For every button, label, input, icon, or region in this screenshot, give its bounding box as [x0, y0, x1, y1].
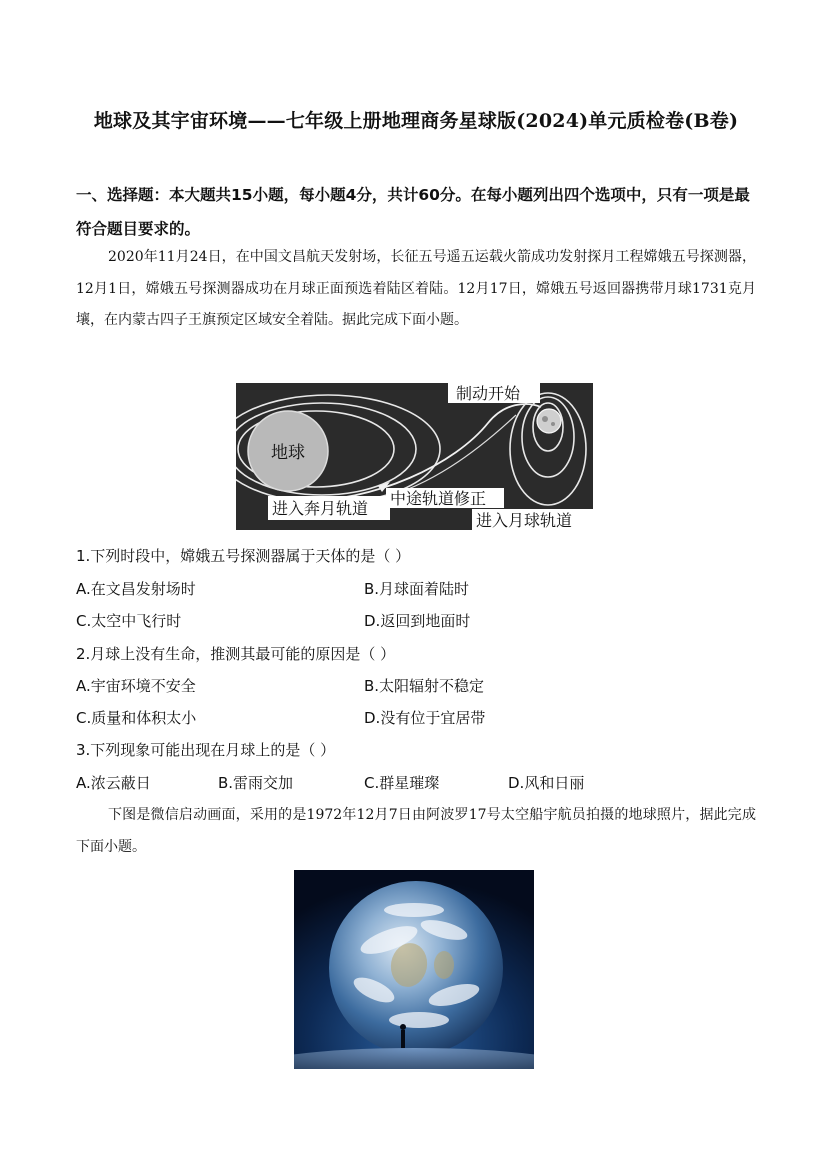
moon-icon [537, 409, 561, 433]
horizon-ground [294, 1048, 534, 1069]
q3-option-b[interactable]: B.雷雨交加 [218, 774, 294, 792]
trajectory-diagram [236, 383, 593, 530]
question-1-stem: 1.下列时段中，嫦娥五号探测器属于天体的是（ ） [76, 547, 411, 565]
passage-wechat-earth: 下图是微信启动画面，采用的是1972年12月7日由阿波罗17号太空船宇航员拍摄的地球照片，据此完成下面小题。 [76, 807, 756, 855]
q1-option-a[interactable]: A.在文昌发射场时 [76, 580, 196, 598]
q3-option-d[interactable]: D.风和日丽 [508, 774, 585, 792]
section-heading: 一、选择题：本大题共15小题，每小题4分，共计60分。在每小题列出四个选项中，只有一项是最符合题目要求的。 [76, 186, 750, 238]
q3-option-a[interactable]: A.浓云蔽日 [76, 774, 151, 792]
passage-chang-e: 2020年11月24日，在中国文昌航天发射场，长征五号遥五运载火箭成功发射探月工程嫦娥五号探测器，12月1日，嫦娥五号探测器成功在月球正面预选着陆区着陆。12月17日，嫦娥五号返回器携带月球1731克月壤，在内蒙古四子王旗预定区域安全着陆。据此完成下面小题。 [76, 249, 756, 328]
question-2-stem: 2.月球上没有生命，推测其最可能的原因是（ ） [76, 645, 396, 663]
q3-option-c[interactable]: C.群星璀璨 [364, 774, 440, 792]
q2-option-c[interactable]: C.质量和体积太小 [76, 709, 197, 727]
q2-option-b[interactable]: B.太阳辐射不稳定 [364, 677, 485, 695]
page-title: 地球及其宇宙环境——七年级上册地理商务星球版(2024)单元质检卷(B卷) [93, 110, 739, 132]
question-3-stem: 3.下列现象可能出现在月球上的是（ ） [76, 741, 336, 759]
q2-option-a[interactable]: A.宇宙环境不安全 [76, 677, 196, 695]
earth-photo-figure [294, 870, 534, 1069]
chang-e-trajectory-figure [236, 383, 593, 530]
braking-label: 制动开始 [456, 384, 521, 403]
earth-label: 地球 [271, 443, 305, 463]
midcourse-label: 中途轨道修正 [390, 489, 487, 508]
earth-photo [294, 870, 534, 1069]
enter-lunar-label: 进入月球轨道 [476, 511, 573, 530]
q2-option-d[interactable]: D.没有位于宜居带 [364, 709, 486, 727]
person-silhouette-icon [401, 1030, 405, 1048]
q1-option-d[interactable]: D.返回到地面时 [364, 612, 471, 630]
q1-option-b[interactable]: B.月球面着陆时 [364, 580, 470, 598]
enter-transfer-label: 进入奔月轨道 [272, 499, 369, 518]
q1-option-c[interactable]: C.太空中飞行时 [76, 612, 182, 630]
